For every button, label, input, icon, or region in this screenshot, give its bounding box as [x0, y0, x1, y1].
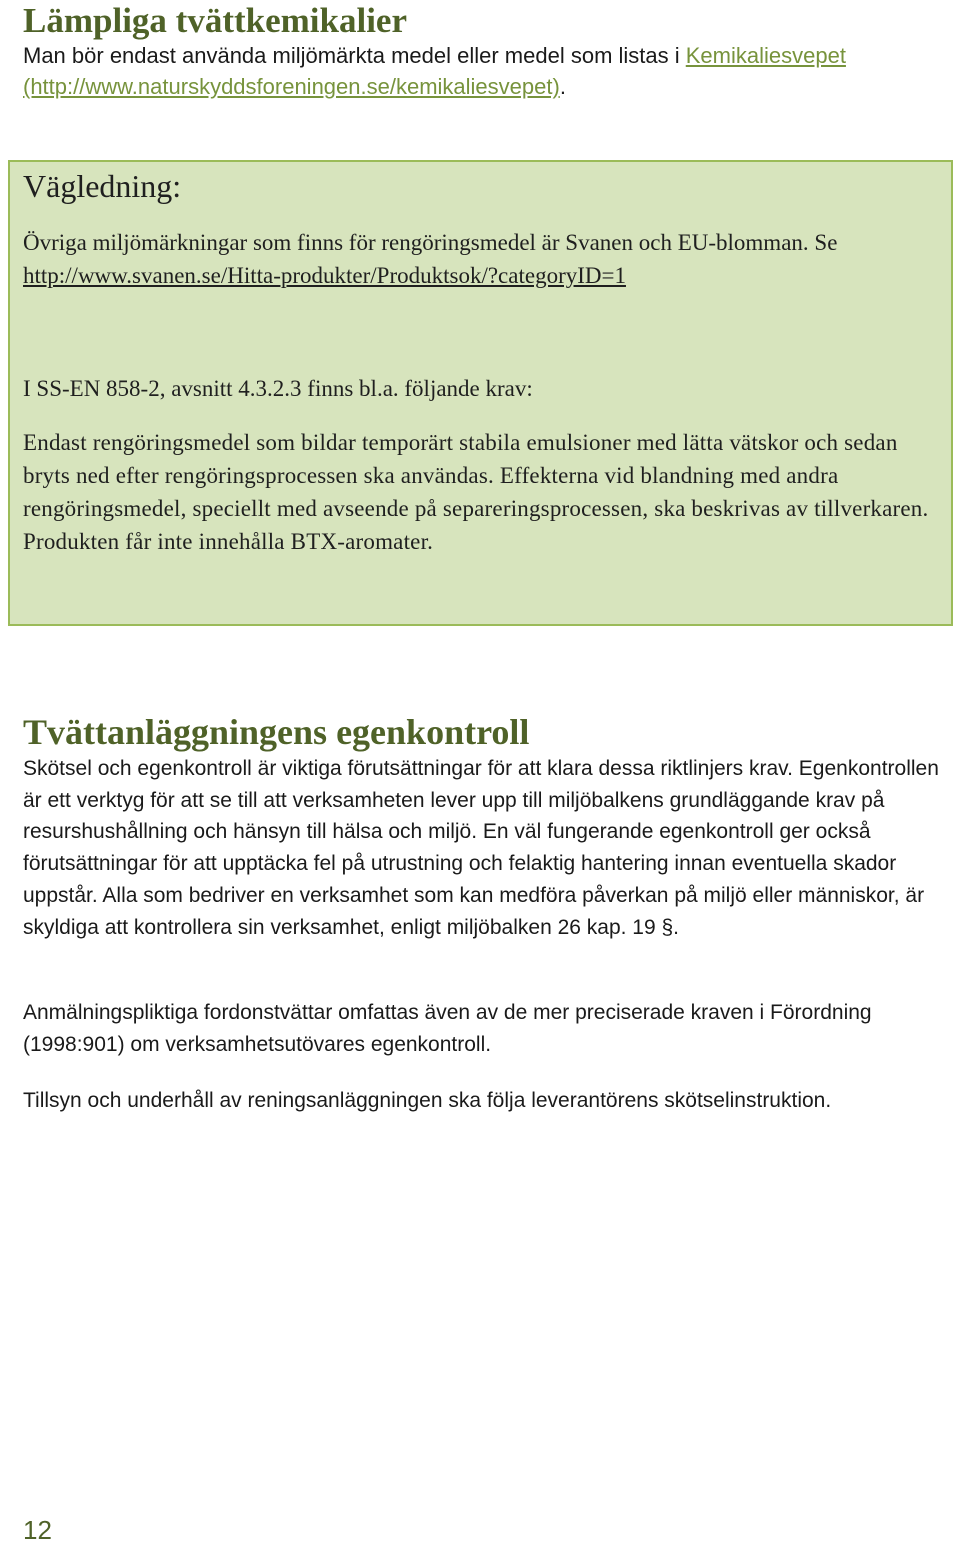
section-title-washing-chemicals: Lämpliga tvättkemikalier: [23, 1, 407, 40]
notification-paragraph: Anmälningspliktiga fordonstvättar omfattas även av de mer preciserade kraven i Förordning (1998:901) om verksamhetsutövares egenkontroll.: [23, 1001, 872, 1056]
intro-paragraph: [23, 40, 943, 102]
page-number: 12: [23, 1515, 52, 1545]
section-title-self-monitoring: Tvättanläggningens egenkontroll: [23, 712, 530, 752]
intro-end: .: [559, 74, 566, 99]
guidance-requirement-paragraph: Endast rengöringsmedel som bildar temporärt stabila emulsioner med lätta vätskor och sedan bryts ned efter rengöringsprocessen ska användas. Effekterna vid blandning med andra rengöringsmedel, speciellt med avseende på separeringsprocessen, ska beskrivas av tillverkaren. Produkten får inte innehålla BTX-aromater.: [23, 430, 929, 554]
guidance-ecolabel-text: Övriga miljömärkningar som finns för rengöringsmedel är Svanen och EU-blomman. Se: [23, 230, 838, 255]
guidance-standard-paragraph: I SS-EN 858-2, avsnitt 4.3.2.3 finns bl.a. följande krav:: [23, 376, 533, 401]
guidance-ecolabel-paragraph: [23, 226, 923, 292]
self-monitoring-paragraph: Skötsel och egenkontroll är viktiga förutsättningar för att klara dessa riktlinjers krav. Egenkontrollen är ett verktyg för att se till att verksamheten lever upp till miljöbalkens grundläggande krav på resurshushållning och hänsyn till hälsa och miljö. En väl fungerande egenkontroll ger också förutsättningar för att upptäcka fel på utrustning och felaktig hantering innan eventuella skador uppstår. Alla som bedriver en verksamhet som kan medföra påverkan på miljö eller människor, är skyldiga att kontrollera sin verksamhet, enligt miljöbalken 26 kap. 19 §.: [23, 757, 939, 939]
svanen-link[interactable]: http://www.svanen.se/Hitta-produkter/Produktsok/?categoryID=1: [23, 263, 626, 288]
intro-text: Man bör endast använda miljömärkta medel eller medel som listas i: [23, 43, 686, 68]
guidance-heading: Vägledning:: [23, 168, 182, 204]
maintenance-paragraph: Tillsyn och underhåll av reningsanläggningen ska följa leverantörens skötselinstruktion.: [23, 1089, 832, 1112]
kemikaliesvepet-link[interactable]: Kemikaliesvepet (http://www.naturskyddsforeningen.se/kemikaliesvepet): [23, 43, 846, 99]
